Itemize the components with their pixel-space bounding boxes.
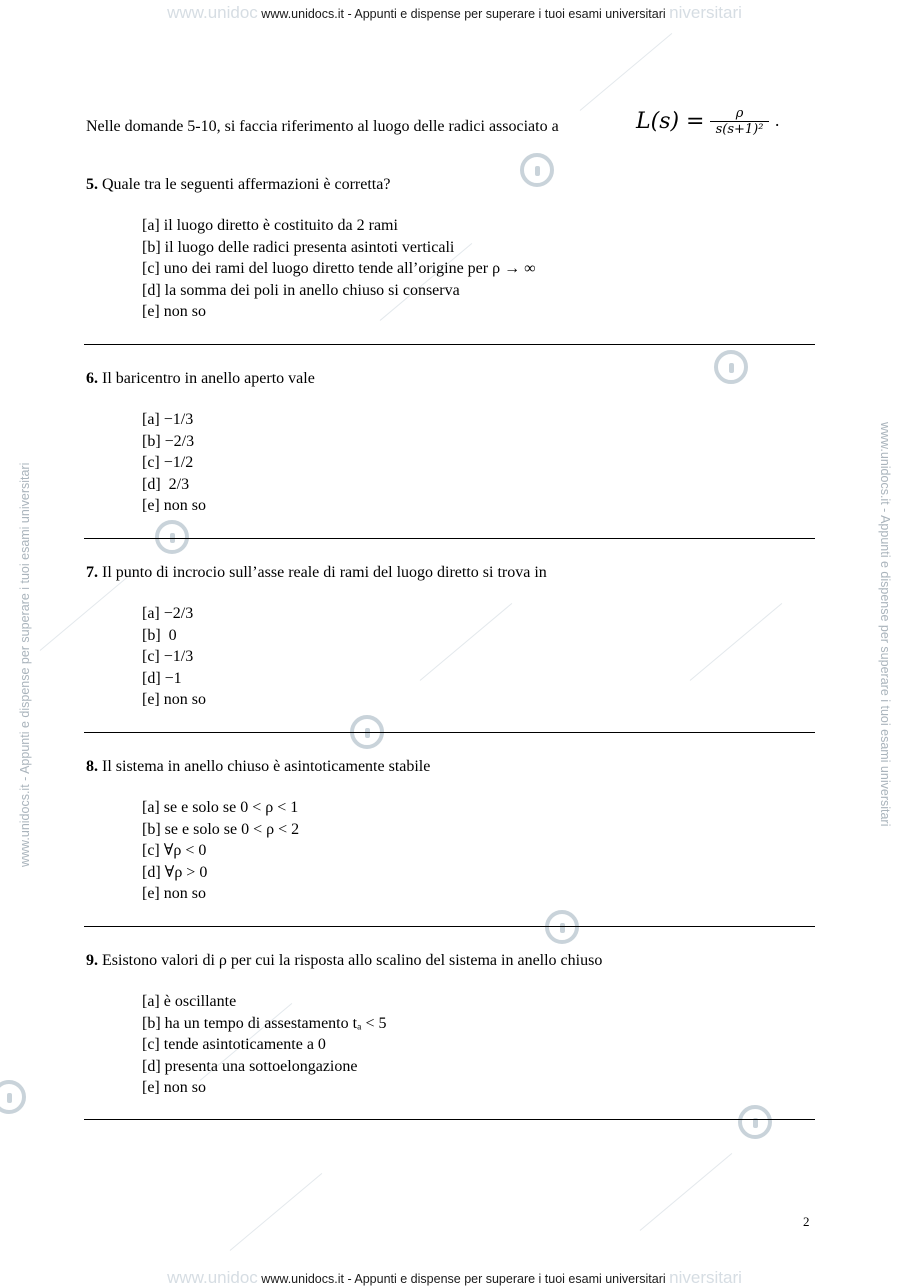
option-b bbox=[142, 819, 816, 841]
watermark-bottom-text: www.unidocs.it - Appunti e dispense per superare i tuoi esami universitari bbox=[261, 1272, 666, 1286]
option-text: non so bbox=[163, 303, 206, 320]
option-d bbox=[142, 280, 816, 302]
option-e bbox=[142, 1077, 816, 1099]
option-text: non so bbox=[163, 691, 206, 708]
question-number: 7. bbox=[86, 564, 98, 581]
watermark-left-side: www.unidocs.it - Appunti e dispense per superare i tuoi esami universitari bbox=[18, 462, 32, 867]
option-c bbox=[142, 258, 816, 280]
option-list bbox=[142, 215, 816, 323]
option-text: ∀ρ < 0 bbox=[163, 842, 207, 859]
question-number: 9. bbox=[86, 952, 98, 969]
formula-numerator: ρ bbox=[710, 106, 770, 122]
watermark-logo-icon bbox=[738, 1105, 772, 1139]
option-text: 2/3 bbox=[164, 475, 190, 493]
watermark-right-side: www.unidocs.it - Appunti e dispense per superare i tuoi esami universitari bbox=[878, 422, 892, 827]
intro-text: Nelle domande 5-10, si faccia riferimento al luogo delle radici associato a bbox=[86, 118, 559, 135]
option-label: [e] bbox=[142, 1079, 160, 1096]
option-label: [d] bbox=[142, 863, 161, 881]
option-label: [a] bbox=[142, 605, 160, 622]
option-label: [c] bbox=[142, 1036, 160, 1053]
question-text: Il sistema in anello chiuso è asintoticamente stabile bbox=[102, 758, 431, 775]
question-separator bbox=[84, 926, 815, 927]
question-7 bbox=[86, 563, 816, 711]
formula-denominator: s(s+1)² bbox=[715, 122, 764, 137]
watermark-logo-icon bbox=[545, 910, 579, 944]
option-c bbox=[142, 1034, 816, 1056]
option-c bbox=[142, 840, 816, 862]
question-number: 8. bbox=[86, 758, 98, 775]
intro-paragraph bbox=[86, 106, 780, 137]
question-title bbox=[86, 563, 816, 583]
option-list bbox=[142, 797, 816, 905]
watermark-logo-icon bbox=[155, 520, 189, 554]
page-number: 2 bbox=[803, 1214, 810, 1229]
option-text: il luogo diretto è costituito da 2 rami bbox=[163, 217, 398, 234]
watermark-line bbox=[580, 33, 673, 111]
option-text: ∀ρ > 0 bbox=[164, 863, 208, 881]
watermark-top-text: www.unidocs.it - Appunti e dispense per superare i tuoi esami universitari bbox=[261, 7, 666, 21]
option-label: [e] bbox=[142, 691, 160, 708]
watermark-ghost-left: www.unidoc bbox=[167, 1268, 258, 1287]
option-label: [a] bbox=[142, 217, 160, 234]
option-text: −1/2 bbox=[163, 454, 194, 471]
watermark-ghost-right: niversitari bbox=[669, 1268, 742, 1287]
question-text: Il punto di incrocio sull’asse reale di rami del luogo diretto si trova in bbox=[102, 564, 547, 581]
option-list bbox=[142, 991, 816, 1099]
option-label: [b] bbox=[142, 626, 161, 644]
option-d bbox=[142, 474, 816, 496]
option-label: [c] bbox=[142, 454, 160, 471]
option-label: [e] bbox=[142, 885, 160, 902]
question-text: Esistono valori di ρ per cui la risposta allo scalino del sistema in anello chiuso bbox=[102, 952, 603, 969]
option-d bbox=[142, 862, 816, 884]
question-title bbox=[86, 175, 816, 195]
watermark-logo-icon bbox=[0, 1080, 26, 1114]
option-c bbox=[142, 646, 816, 668]
option-list bbox=[142, 603, 816, 711]
watermark-line bbox=[640, 1153, 733, 1231]
question-number: 5. bbox=[86, 176, 98, 193]
formula-end: . bbox=[774, 111, 780, 130]
question-title bbox=[86, 951, 816, 971]
option-text: uno dei rami del luogo diretto tende all’origine per ρ → ∞ bbox=[163, 260, 536, 277]
option-b bbox=[142, 237, 816, 259]
option-label: [b] bbox=[142, 238, 161, 256]
question-separator bbox=[84, 344, 815, 345]
option-label: [e] bbox=[142, 303, 160, 320]
option-text: ha un tempo di assestamento tₐ < 5 bbox=[164, 1014, 387, 1032]
option-text: −2/3 bbox=[164, 432, 195, 450]
question-separator bbox=[84, 1119, 815, 1120]
option-label: [c] bbox=[142, 260, 160, 277]
option-d bbox=[142, 668, 816, 690]
question-text: Il baricentro in anello aperto vale bbox=[102, 370, 315, 387]
question-8 bbox=[86, 757, 816, 905]
option-e bbox=[142, 689, 816, 711]
question-separator bbox=[84, 732, 815, 733]
formula-fraction bbox=[710, 106, 770, 137]
option-text: se e solo se 0 < ρ < 2 bbox=[164, 820, 300, 838]
question-text: Quale tra le seguenti affermazioni è corretta? bbox=[102, 176, 391, 193]
option-text: se e solo se 0 < ρ < 1 bbox=[163, 799, 299, 816]
question-title bbox=[86, 369, 816, 389]
option-text: non so bbox=[163, 885, 206, 902]
option-text: −1 bbox=[164, 669, 182, 687]
option-text: −1/3 bbox=[163, 648, 194, 665]
option-b bbox=[142, 625, 816, 647]
option-a bbox=[142, 409, 816, 431]
option-label: [b] bbox=[142, 432, 161, 450]
watermark-ghost-left: www.unidoc bbox=[167, 3, 258, 22]
watermark-ghost-right: niversitari bbox=[669, 3, 742, 22]
question-9 bbox=[86, 951, 816, 1099]
option-label: [d] bbox=[142, 1057, 161, 1075]
question-6 bbox=[86, 369, 816, 517]
option-a bbox=[142, 603, 816, 625]
option-label: [b] bbox=[142, 820, 161, 838]
option-d bbox=[142, 1056, 816, 1078]
option-b bbox=[142, 431, 816, 453]
question-5 bbox=[86, 175, 816, 323]
option-label: [a] bbox=[142, 411, 160, 428]
question-title bbox=[86, 757, 816, 777]
option-label: [d] bbox=[142, 281, 161, 299]
option-label: [a] bbox=[142, 993, 160, 1010]
option-c bbox=[142, 452, 816, 474]
option-label: [e] bbox=[142, 497, 160, 514]
option-e bbox=[142, 883, 816, 905]
option-a bbox=[142, 991, 816, 1013]
option-label: [b] bbox=[142, 1014, 161, 1032]
watermark-top bbox=[0, 3, 909, 23]
option-text: 0 bbox=[164, 626, 177, 644]
option-text: la somma dei poli in anello chiuso si conserva bbox=[164, 281, 460, 299]
option-label: [d] bbox=[142, 475, 161, 493]
option-text: presenta una sottoelongazione bbox=[164, 1057, 358, 1075]
watermark-bottom bbox=[0, 1268, 909, 1288]
option-text: non so bbox=[163, 497, 206, 514]
option-text: −1/3 bbox=[163, 411, 194, 428]
transfer-function-formula bbox=[636, 106, 780, 137]
option-text: il luogo delle radici presenta asintoti verticali bbox=[164, 238, 455, 256]
option-label: [d] bbox=[142, 669, 161, 687]
option-text: −2/3 bbox=[163, 605, 194, 622]
formula-lhs: L(s) = bbox=[636, 109, 705, 134]
option-text: tende asintoticamente a 0 bbox=[163, 1036, 326, 1053]
option-e bbox=[142, 301, 816, 323]
option-label: [c] bbox=[142, 842, 160, 859]
option-list bbox=[142, 409, 816, 517]
option-e bbox=[142, 495, 816, 517]
option-text: non so bbox=[163, 1079, 206, 1096]
watermark-line bbox=[230, 1173, 323, 1251]
option-text: è oscillante bbox=[163, 993, 237, 1010]
option-label: [a] bbox=[142, 799, 160, 816]
option-a bbox=[142, 797, 816, 819]
option-label: [c] bbox=[142, 648, 160, 665]
question-number: 6. bbox=[86, 370, 98, 387]
question-separator bbox=[84, 538, 815, 539]
option-b bbox=[142, 1013, 816, 1035]
option-a bbox=[142, 215, 816, 237]
